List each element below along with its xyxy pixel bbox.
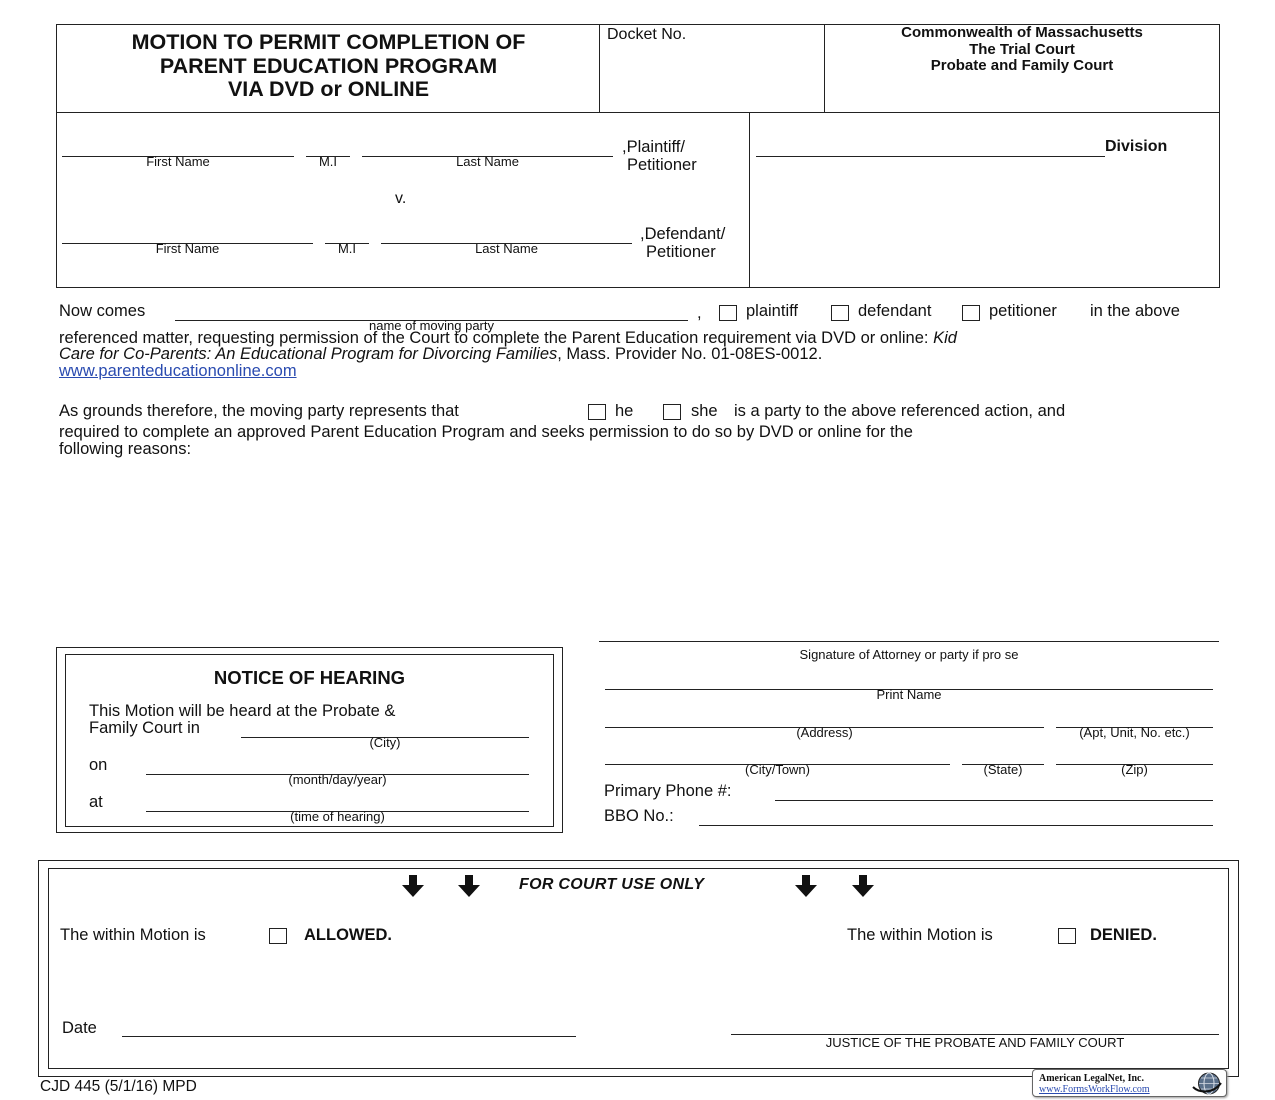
- plaintiff-first-name-caption: First Name: [146, 154, 210, 169]
- denied-prefix: The within Motion is: [847, 926, 993, 944]
- grounds-line-2: required to complete an approved Parent Education Program and seeks permission to do so by DVD or online for the: [59, 423, 913, 441]
- globe-logo-icon: [1191, 1071, 1223, 1096]
- notice-at-label: at: [89, 793, 103, 811]
- plaintiff-last-name-caption: Last Name: [456, 154, 519, 169]
- hearing-city-caption: (City): [369, 735, 401, 750]
- grounds-rest: is a party to the above referenced action, and: [734, 402, 1066, 420]
- header-divider-2: [824, 24, 825, 113]
- down-arrow-icon: [456, 875, 482, 897]
- zip-caption: (Zip): [1121, 762, 1148, 777]
- body-line-3: Care for Co-Parents: An Educational Program for Divorcing Families, Mass. Provider No. 01-08ES-0012.: [59, 345, 823, 363]
- now-comes-label: Now comes: [59, 302, 146, 320]
- form-title: MOTION TO PERMIT COMPLETION OF PARENT EDUCATION PROGRAM VIA DVD or ONLINE: [131, 30, 526, 101]
- notice-line-2: Family Court in: [89, 719, 200, 737]
- court-date-label: Date: [62, 1019, 97, 1037]
- phone-field[interactable]: [775, 800, 1213, 801]
- signature-caption: Signature of Attorney or party if pro se: [799, 647, 1019, 662]
- grounds-intro: As grounds therefore, the moving party represents that: [59, 402, 459, 420]
- city-town-caption: (City/Town): [744, 762, 810, 777]
- defendant-option-label: defendant: [858, 302, 932, 320]
- justice-caption: JUSTICE OF THE PROBATE AND FAMILY COURT: [825, 1035, 1125, 1050]
- hearing-time-caption: (time of hearing): [290, 809, 385, 824]
- state-caption: (State): [983, 762, 1023, 777]
- she-option-label: she: [691, 402, 718, 420]
- vendor-name: American LegalNet, Inc.: [1039, 1073, 1144, 1084]
- defendant-mi-caption: M.I: [337, 241, 357, 256]
- allowed-label: ALLOWED.: [304, 926, 392, 944]
- body-line-2: referenced matter, requesting permission of the Court to complete the Parent Education requirement via DVD or online: Kid: [59, 329, 957, 347]
- defendant-first-name-caption: First Name: [155, 241, 220, 256]
- down-arrow-icon: [400, 875, 426, 897]
- print-name-caption: Print Name: [876, 687, 942, 702]
- comma: ,: [697, 304, 702, 322]
- down-arrow-icon: [793, 875, 819, 897]
- notice-title: NOTICE OF HEARING: [213, 667, 406, 688]
- hearing-date-caption: (month/day/year): [288, 772, 387, 787]
- docket-label: Docket No.: [607, 26, 687, 43]
- parties-divider: [749, 112, 750, 288]
- denied-label: DENIED.: [1090, 926, 1157, 944]
- defendant-last-name-caption: Last Name: [475, 241, 538, 256]
- down-arrow-icon: [850, 875, 876, 897]
- petitioner-option-label: petitioner: [989, 302, 1057, 320]
- versus: v.: [395, 190, 407, 207]
- notice-on-label: on: [89, 756, 108, 774]
- vendor-url[interactable]: www.FormsWorkFlow.com: [1039, 1084, 1150, 1095]
- court-use-title: FOR COURT USE ONLY: [519, 876, 705, 893]
- defendant-role: ,Defendant/ Petitioner: [640, 225, 726, 261]
- signature-field[interactable]: [599, 641, 1219, 642]
- notice-line-1: This Motion will be heard at the Probate &: [89, 702, 396, 720]
- header-divider-1: [599, 24, 600, 113]
- address-caption: (Address): [796, 725, 853, 740]
- division-label: Division: [1105, 138, 1168, 155]
- apt-caption: (Apt, Unit, No. etc.): [1079, 725, 1190, 740]
- court-name: Commonwealth of Massachusetts The Trial Court Probate and Family Court: [901, 24, 1143, 74]
- she-checkbox[interactable]: [663, 404, 681, 420]
- in-the-above-text: in the above: [1090, 302, 1180, 320]
- petitioner-checkbox[interactable]: [962, 305, 980, 321]
- allowed-prefix: The within Motion is: [60, 926, 206, 944]
- plaintiff-option-label: plaintiff: [746, 302, 798, 320]
- division-field[interactable]: [756, 156, 1105, 157]
- phone-label: Primary Phone #:: [604, 782, 732, 800]
- bbo-field[interactable]: [699, 825, 1213, 826]
- plaintiff-role: ,Plaintiff/ Petitioner: [622, 138, 697, 174]
- grounds-line-3: following reasons:: [59, 440, 192, 458]
- court-date-field[interactable]: [122, 1036, 576, 1037]
- form-id: CJD 445 (5/1/16) MPD: [40, 1078, 197, 1095]
- denied-checkbox[interactable]: [1058, 928, 1076, 944]
- plaintiff-mi-caption: M.I: [318, 154, 338, 169]
- plaintiff-checkbox[interactable]: [719, 305, 737, 321]
- allowed-checkbox[interactable]: [269, 928, 287, 944]
- defendant-checkbox[interactable]: [831, 305, 849, 321]
- he-checkbox[interactable]: [588, 404, 606, 420]
- parent-education-link[interactable]: www.parenteducationonline.com: [59, 362, 297, 380]
- moving-party-caption: name of moving party: [368, 318, 494, 333]
- bbo-label: BBO No.:: [604, 807, 674, 825]
- vendor-badge: [1032, 1069, 1227, 1097]
- he-option-label: he: [615, 402, 634, 420]
